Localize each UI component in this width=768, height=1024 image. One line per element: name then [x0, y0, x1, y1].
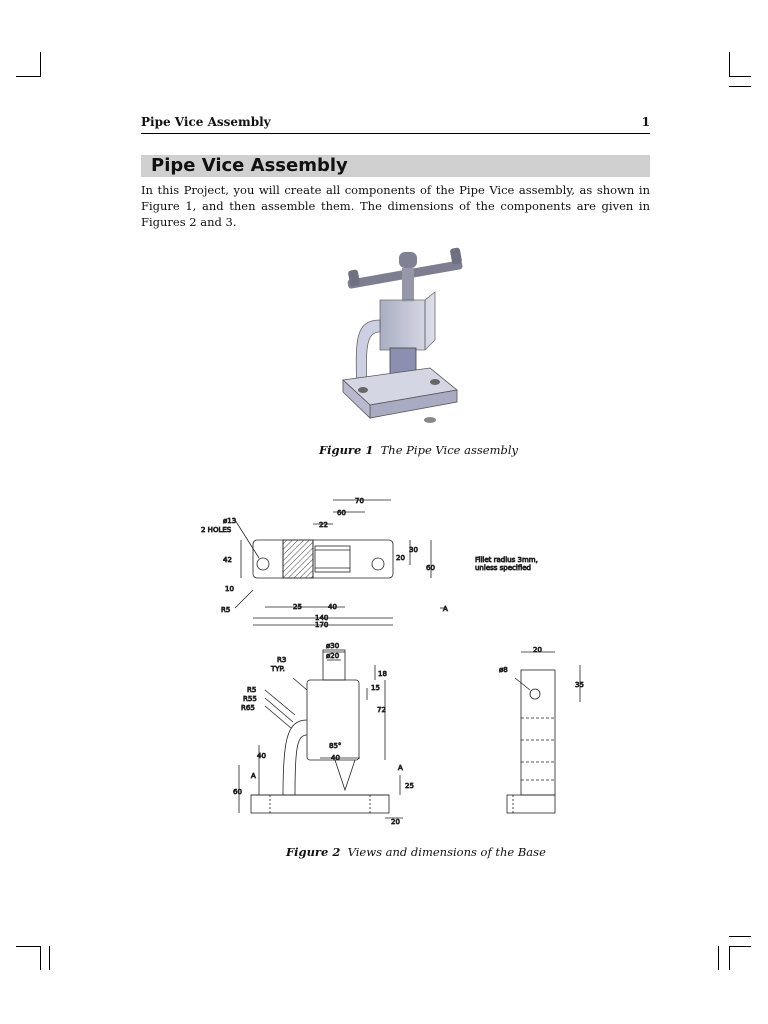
crop-mark-br-v2 — [729, 946, 730, 970]
dim-15: 15 — [371, 684, 380, 692]
crop-mark-br-v — [718, 946, 719, 970]
dim-holes: 2 HOLES — [201, 526, 232, 534]
section-a: A — [443, 605, 448, 613]
dim-r55: R55 — [243, 695, 257, 703]
side-dim-35: 35 — [575, 681, 584, 689]
figure2-caption-text: Views and dimensions of the Base — [347, 845, 546, 859]
note-line1: Fillet radius 3mm, — [475, 556, 538, 564]
crop-mark-tl-h — [16, 76, 41, 77]
dim-10: 10 — [225, 585, 234, 593]
crop-mark-bl-v2 — [49, 946, 50, 970]
dim-18: 18 — [378, 670, 387, 678]
base-technical-drawing — [195, 490, 595, 830]
crop-mark-tr-h — [729, 76, 751, 77]
header-title: Pipe Vice Assembly — [141, 115, 271, 129]
chapter-title: Pipe Vice Assembly — [141, 155, 650, 177]
dim-40c: 40 — [257, 752, 266, 760]
dim-22: 22 — [319, 521, 328, 529]
figure1-label: Figure 1 — [319, 443, 374, 457]
dim-140: 140 — [315, 614, 329, 622]
dim-70: 70 — [355, 497, 364, 505]
dim-40b: 40 — [331, 754, 340, 762]
section-a2: A — [251, 772, 256, 780]
running-header — [141, 113, 650, 134]
dim-r65: R65 — [241, 704, 255, 712]
dim-r3: R3 — [277, 656, 287, 664]
section-a3: A — [398, 764, 403, 772]
crop-mark-br-h — [729, 936, 751, 937]
dim-42: 42 — [223, 556, 232, 564]
dim-angle85: 85° — [329, 742, 342, 750]
crop-mark-tr-v — [729, 52, 730, 76]
dim-60: 60 — [337, 509, 346, 517]
crop-mark-bl-v — [40, 946, 41, 970]
figure2-caption — [286, 845, 546, 859]
figure1-caption-text: The Pipe Vice assembly — [380, 443, 519, 457]
dim-170: 170 — [315, 621, 329, 629]
dim-30: 30 — [409, 546, 418, 554]
dim-25b: 25 — [405, 782, 414, 790]
top-view — [235, 500, 445, 625]
crop-mark-br-h2 — [729, 946, 751, 947]
dim-typ: TYP. — [271, 665, 285, 673]
dim-r5: R5 — [221, 606, 231, 614]
side-dim-phi8: ø8 — [499, 666, 508, 674]
side-dim-20: 20 — [533, 646, 542, 654]
pipe-vice-assembly-illustration — [335, 240, 465, 440]
dim-20: 20 — [396, 554, 405, 562]
dim-60c: 60 — [233, 788, 242, 796]
dim-25: 25 — [293, 603, 302, 611]
crop-mark-tr-h2 — [729, 86, 751, 87]
side-view — [507, 652, 580, 813]
dim-20b: 20 — [391, 818, 400, 826]
dim-r5b: R5 — [247, 686, 257, 694]
dim-60b: 60 — [426, 564, 435, 572]
note-line2: unless specified — [475, 564, 531, 572]
dim-hole: ø13 — [223, 517, 237, 525]
intro-paragraph: In this Project, you will create all components of the Pipe Vice assembly, as shown in Figure 1, and then assemble them. The dimensions of the components are given in Figures 2 and 3. — [141, 183, 650, 229]
figure2-label: Figure 2 — [286, 845, 341, 859]
figure1-caption — [319, 443, 518, 457]
page-number: 1 — [641, 115, 650, 129]
crop-mark-bl-h — [16, 946, 41, 947]
crop-mark-tl-v — [40, 52, 41, 76]
dim-phi30: ø30 — [326, 642, 340, 650]
dim-40: 40 — [328, 603, 337, 611]
dim-phi20: ø20 — [326, 652, 340, 660]
dim-72: 72 — [377, 706, 386, 714]
